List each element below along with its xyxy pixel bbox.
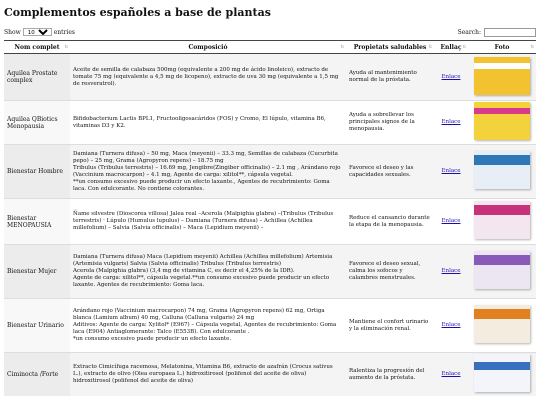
entries-label: entries: [53, 28, 75, 36]
cell-composition: Damiana (Turnera difusa) Maca (Lepidium meyenii) Achillea (Achillea millefolium) Artemisia (Artemisia vulgaris) Salvia (Salvia officinalis) Tribulus (Tribulus terrestris) Acerola (Malpighia glabra) (3,4 mg de vitamina C, es decir el 4,25% de la IDR). Agente de carga: xilitol**, cápsula vegetal.**un consumo excesivo puede producir un efecto laxante. Agentes de recubrimiento: Goma laca.: [70, 245, 346, 299]
table-row: [4, 101, 536, 145]
product-box-image: [474, 354, 530, 392]
cell-composition: Extracto Cimicífuga racemosa, Melatonina, Vitamina B6, extracto de azafrán (Crocus sativus L.), extracto de olivo (Olea europaea L.) hidroxitirosol (polifenol del aceite de oliva) hidroxitirosol (polifenol del aceite de oliva): [70, 353, 346, 397]
cell-properties: Ayuda a sobrellevar los principales signos de la menopausia.: [346, 101, 434, 145]
product-box-image: [474, 151, 530, 189]
header-enllac[interactable]: Enllaç ⇅: [434, 41, 468, 54]
cell-name: Bienestar Mujer: [4, 245, 70, 299]
table-row: [4, 353, 536, 397]
table-row: [4, 199, 536, 245]
product-box-image: [474, 305, 530, 343]
box-band: [474, 108, 530, 114]
sort-icon: ⇅: [428, 45, 432, 50]
box-band: [474, 309, 530, 319]
product-box-image: [474, 102, 530, 140]
enlace-link[interactable]: Enlace: [441, 73, 461, 80]
cell-name: Bienestar Hombre: [4, 145, 70, 199]
cell-properties: Favorece el deseo sexual, calma los sofocos y calambres menstruales.: [346, 245, 434, 299]
enlace-link[interactable]: Enlace: [441, 371, 461, 377]
table-header-row: [4, 41, 536, 54]
product-box-image: [474, 251, 530, 289]
header-nom-complet[interactable]: Nom complet ⇅: [4, 41, 70, 54]
cell-name: Bienestar Urinario: [4, 299, 70, 353]
cell-photo: [468, 299, 536, 353]
search-label: Search:: [457, 29, 481, 36]
cell-composition: Ñame silvestre (Dioscorea villosa) Jalea real –Acerola (Malpighia glabra) –(Tribulus (Tribulus terrestris) · Lúpulo (Humulus lupulus) – Damiana (Turnera difusa) – Achillea (Achillea millefolium) – Salvia (Salvia officinalis) – Maca (Lepidium meyenii) –: [70, 199, 346, 245]
header-composicio[interactable]: Composició ⇅: [70, 41, 346, 54]
enlace-link[interactable]: Enlace: [441, 268, 461, 274]
enlace-link[interactable]: Enlace: [441, 168, 461, 174]
cell-photo: [468, 245, 536, 299]
cell-link: [434, 353, 468, 397]
sort-icon: ⇅: [340, 45, 344, 50]
cell-link: [434, 245, 468, 299]
search-input[interactable]: [484, 28, 536, 37]
box-band: [474, 255, 530, 265]
cell-properties: Ralentiza la progresión del aumento de la próstata.: [346, 353, 434, 397]
entries-select[interactable]: [23, 28, 52, 36]
cell-photo: [468, 145, 536, 199]
cell-photo: [468, 353, 536, 397]
cell-name: Bienestar MENOPAUSIA: [4, 199, 70, 245]
cell-photo: [468, 54, 536, 101]
sort-icon: ⇅: [64, 45, 68, 50]
enlace-link[interactable]: Enlace: [441, 322, 461, 328]
entries-control: [4, 28, 75, 36]
table-row: [4, 299, 536, 353]
box-band: [474, 155, 530, 165]
cell-composition: Bifidobacterium Lactis BPL1, Fructooligosacáridos (FOS) y Cromo, El lúpulo, vitamina B6, vitaminas D3 y K2.: [70, 101, 346, 145]
cell-name: Ciminocta /Forte: [4, 353, 70, 397]
cell-link: [434, 54, 468, 101]
product-box-image: [474, 201, 530, 239]
cell-properties: Reduce el cansancio durante la etapa de la menopausia.: [346, 199, 434, 245]
search-control: [458, 28, 536, 37]
table-row: [4, 145, 536, 199]
cell-composition: Aceite de semilla de calabaza 500mg (equivalente a 200 mg de ácido linoleico), extracto de tomate 75 mg (equivalente a 4,5 mg de licopeno), extracto de uva 30 mg (equivalente a 1,5 mg de resveratrol).: [70, 54, 346, 101]
box-band: [474, 362, 530, 370]
table-row: [4, 245, 536, 299]
cell-composition: Damiana (Turnera difusa) – 50 mg, Maca (meyenii) – 33.3 mg, Semillas de calabaza (Cucurbita pepo) – 25 mg, Grama (Agropyron repens) – 18.75 mg Tribulus (Tribulus terrestris) – 16.69 mg, Jengibre(Zingiber officinalis) – 2.1 mg , Arándano rojo (Vaccinium macrocarpon) – 4.1 mg, Agente de carga: xilitol**, cápsula vegetal. **un consumo excesivo puede producir un efecto laxante., Agentes de recubrimiento: Goma laca. Con edulcorante. No contiene colorantes.: [70, 145, 346, 199]
cell-link: [434, 145, 468, 199]
cell-link: [434, 299, 468, 353]
cell-name: Aquilea Prostate complex: [4, 54, 70, 101]
page-title: Complementos españoles a base de plantas: [4, 6, 271, 19]
sort-icon: ⇅: [462, 45, 466, 50]
show-label: Show: [4, 28, 21, 36]
table-row: [4, 54, 536, 101]
cell-photo: [468, 101, 536, 145]
enlace-link[interactable]: Enlace: [441, 218, 461, 224]
supplements-table: [4, 40, 536, 396]
enlace-link[interactable]: Enlace: [441, 119, 461, 125]
cell-properties: Ayuda al mantenimiento normal de la próstata.: [346, 54, 434, 101]
product-box-image: [474, 57, 530, 95]
box-band: [474, 205, 530, 215]
cell-link: [434, 199, 468, 245]
header-foto[interactable]: Foto ⇅: [468, 41, 536, 54]
cell-name: Aquilea QBiotics Menopausia: [4, 101, 70, 145]
box-band: [474, 63, 530, 69]
header-propietats[interactable]: Propietats saludables ⇅: [346, 41, 434, 54]
cell-properties: Favorece el deseo y las capacidades sexuales.: [346, 145, 434, 199]
sort-icon: ⇅: [530, 45, 534, 50]
cell-link: [434, 101, 468, 145]
cell-composition: Arándano rojo (Vaccinium macrocarpon) 74 mg, Grama (Agropyron repens) 62 mg, Ortiga blanca (Lamium album) 40 mg, Calluna (Calluna vulgaris) 24 mg Aditivos: Agente de carga: Xylitol* (E967) – Cápsula vegetal, Agentes de recubrimiento: Goma laca (E904) Antiaglomerante: Talco (E553B). Con edulcorante . *un consumo excesivo puede producir un efecto laxante.: [70, 299, 346, 353]
table-controls: [4, 28, 536, 40]
cell-properties: Mantiene el confort urinario y la eliminación renal.: [346, 299, 434, 353]
cell-photo: [468, 199, 536, 245]
